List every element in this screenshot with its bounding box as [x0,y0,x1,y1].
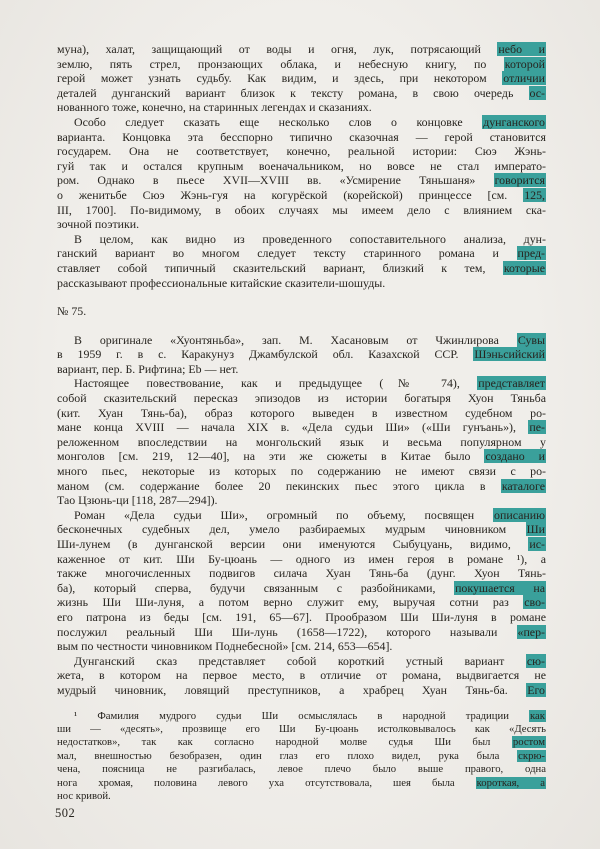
page-number: 502 [55,806,76,820]
search-highlight: ис- [529,537,545,551]
search-highlight: говорится [494,173,545,188]
search-highlight: короткая, а [476,776,545,789]
text-line: Ши-лунем (в дунганской версии они именуются Сыбуцуань, видимо, ис- [57,537,545,551]
paragraph-ending [57,115,546,232]
text-line: Тао Цзюнь-ци [118, 287—294]). [57,493,218,508]
text-block [57,42,546,803]
text-line: реложенном впоследствии на монгольский язык и весьма популярном у [57,434,546,449]
paragraph-commentary-1 [57,376,546,507]
entry-number-heading [57,304,546,319]
search-highlight: дунганского [483,114,545,129]
text-line: Дунганский сказ представляет собой короткий устный вариант сю- [74,653,545,668]
text-line: бесконечных судебных дел, умело разбираемых мудрым чиновником Ши [57,522,545,537]
text-line: Роман «Дела судьи Ши», огромный по объему, посвящен описанию [74,507,545,522]
text-line: ганский вариант во многом следует тексту старинного романа и пред- [57,246,545,261]
search-highlight: как [530,709,545,722]
search-highlight: сво- [524,595,545,610]
search-highlight: скрю- [518,749,545,762]
text-line: нованного тоже, конечно, на старинных легендах и сказаниях. [57,100,372,115]
text-line: III, 1700]. По-видимому, в обоих случаях мы имеем дело с влиянием ска- [57,202,546,217]
search-highlight: отличии [503,71,545,86]
text-line: мане конца XVIII — начала XIX в. «Дела судьи Ши» («Ши гунъань»), пе- [57,420,545,435]
text-line: деталей дунганский вариант близок к тексту романа, в свою очередь ос- [57,85,545,100]
text-line: мудрый чиновник, ловящий преступников, а храбрец Хуан Тянь-ба. Его [57,682,545,697]
search-highlight: которые [503,260,545,275]
text-line: нос кривой. [57,789,111,802]
text-line: ром. Однако в пьесе XVII—XVIII вв. «Усмирение Тяньшаня» говорится [57,173,545,188]
text-line: собой сказительский пересказ эпизодов из истории богатыря Хуон Тяньба [57,391,546,406]
search-highlight: пред- [517,246,545,261]
text-line: также многочисленных подвигов силача Хуан Тянь-ба (дунг. Хуон Тянь- [57,566,546,581]
text-line: послужил реальный Ши Ши-лунь (1658—1722), которого называли «пер- [57,624,545,639]
search-highlight: создано и [485,449,545,464]
search-highlight: 125, [524,187,545,202]
text-line: ¹ Фамилия мудрого судьи Ши осмыслялась в народной традиции как [74,709,545,722]
search-highlight: Сувы [517,332,545,347]
search-highlight: описанию [494,507,545,522]
text-line: № 75. [57,304,87,319]
text-line: зочной поэтики. [57,217,140,232]
search-highlight: небо и [498,42,545,56]
text-line: маном (см. содержание более 20 пекинских пьес этого цикла в каталоге [57,478,545,493]
text-line: государем. Она не соответствует, конечно, реальной истории: Сюэ Жэнь- [57,144,546,159]
paragraph-commentary-2 [57,508,546,654]
search-highlight: покушается на [455,580,545,595]
text-line: нога хромая, половина левого уха отсутствовала, шея была короткая, а [57,776,545,789]
search-highlight: ос- [529,85,545,100]
text-line: ши — «десять», прозвище его Ши Бу-цюань истолковывалось как «Десять [57,722,546,735]
paragraph-summary [57,232,546,290]
text-line: гуй так и остался крупным военачальником, но вовсе не стал императо- [57,158,546,173]
search-highlight: «пер- [517,624,545,639]
text-line: Настоящее повествование, как и предыдущее (№ 74), представляет [74,376,545,391]
main-text [57,42,546,698]
search-highlight: каталоге [501,478,545,493]
text-line: В оригинале «Хуонтяньба», зап. М. Хасановым от Чжинлирова Сувы [74,332,545,347]
text-line: много пьес, некоторые из которых по содержанию не имеют связи с ро- [57,464,546,479]
search-highlight: ростом [512,736,545,749]
text-line: недостатков», так как согласно народной молве судья Ши был ростом [57,736,545,749]
text-line: Особо следует сказать еще несколько слов о концовке дунганского [74,114,545,129]
text-line: мал, внешностью безобразен, один глаз его плохо видел, рука была скрю- [57,749,545,762]
text-line: чена, поясница не разгибалась, левое плечо было выше правого, одна [57,763,546,776]
search-highlight: которой [504,56,545,71]
text-line: муна), халат, защищающий от воды и огня, лук, потрясающий небо и [57,42,545,56]
text-line: варианта. Концовка эта бесспорно типично сказочная — герой становится [57,129,546,144]
text-line: вариант, пер. Б. Рифтина; Eb — нет. [57,361,239,376]
text-line: каженное от кит. Ши Бу-цюань — одного из имен героя в романе ¹), а [57,551,546,566]
text-line: в 1959 г. в с. Каракунуз Джамбулской обл. Казахской ССР. Шэньсийский [57,347,545,362]
paragraph-source [57,333,546,377]
text-line: жизнь Ши Ши-луня, а потом верно служит ему, выручая сотни раз сво- [57,595,545,610]
text-line: герой может узнать судьбу. Как видим, и здесь, при некотором отличии [57,71,545,86]
text-line: ставляет собой типичный сказительский вариант, близкий к тем, которые [57,260,545,275]
text-line: землю, пять стрел, пронзающих облака, и небесную книгу, по которой [57,56,545,71]
search-highlight: Его [527,682,545,697]
text-line: монголов [см. 219, 12—40], на эти же сюжеты в Китае было создано и [57,449,545,464]
text-line: вым по честности чиновником Поднебесной» [см. 214, 653—654]. [57,639,393,654]
search-highlight: пе- [529,420,545,435]
text-line: В целом, как видно из проведенного сопоставительного анализа, дун- [74,231,546,246]
paragraph-continuation [57,42,546,115]
text-line: жета, в котором на первое место, в отличие от романа, выдвигается не [57,668,546,683]
search-highlight: сю- [526,653,545,668]
footnote [57,710,546,804]
text-line: рассказывают профессиональные китайские сказители-шошуды. [57,275,386,290]
text-line: ба), который сперва, будучи связанным с разбойниками, покушается на [57,580,545,595]
text-line: (кит. Хуан Тянь-ба), образ которого выведен в известном судебном ро- [57,405,546,420]
search-highlight: Шэньсийский [474,347,545,362]
search-highlight: Ши [526,522,545,537]
text-line: его патрона из беды [см. 191, 65—67]. Прообразом Ши Ши-луня в романе [57,609,546,624]
paragraph-commentary-3 [57,654,546,698]
text-line: о женитьбе Сюэ Жэнь-гуя на когурёской (корейской) принцессе [см. 125, [57,187,545,202]
search-highlight: представляет [478,376,545,391]
